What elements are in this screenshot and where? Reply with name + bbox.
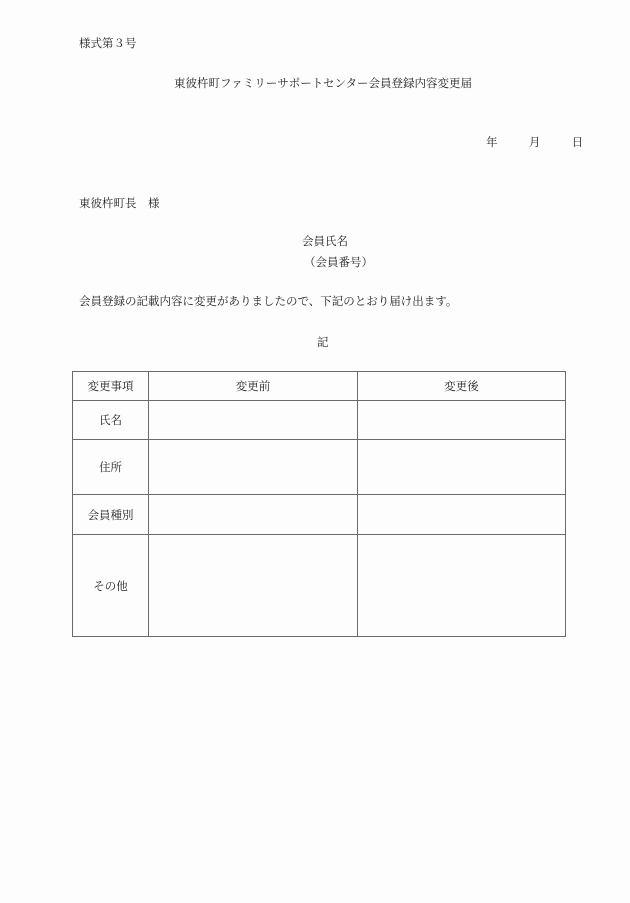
cell-other-before[interactable] [149,535,358,637]
cell-address-before[interactable] [149,440,358,495]
change-table [72,371,566,637]
cell-address-after[interactable] [358,440,566,495]
row-label-address: 住所 [73,440,149,495]
table-row [73,535,566,637]
statement-text: 会員登録の記載内容に変更がありましたので、下記のとおり届け出ます。 [79,294,458,308]
cell-name-after[interactable] [358,401,566,440]
cell-name-before[interactable] [149,401,358,440]
member-number-label: （会員番号） [304,255,373,269]
header-after: 変更後 [358,372,566,401]
ki-label: 記 [317,335,329,349]
month-label: 月 [528,135,541,149]
header-change-item: 変更事項 [73,372,149,401]
table-header-row [73,372,566,401]
table-row [73,440,566,495]
table-row [73,401,566,440]
row-label-other: その他 [73,535,149,637]
cell-other-after[interactable] [358,535,566,637]
form-number: 様式第３号 [79,36,137,50]
date-line [486,134,583,150]
header-before: 変更前 [149,372,358,401]
row-label-name: 氏名 [73,401,149,440]
member-name-label: 会員氏名 [302,234,348,248]
cell-member-type-before[interactable] [149,495,358,535]
year-label: 年 [486,135,498,149]
cell-member-type-after[interactable] [358,495,566,535]
document-title-text: 東彼杵町ファミリーサポートセンター会員登録内容変更届 [174,76,472,90]
addressee: 東彼杵町長 様 [79,196,160,210]
document-title [0,75,630,91]
row-label-member-type: 会員種別 [73,495,149,535]
day-label: 日 [571,135,584,149]
table-row [73,495,566,535]
